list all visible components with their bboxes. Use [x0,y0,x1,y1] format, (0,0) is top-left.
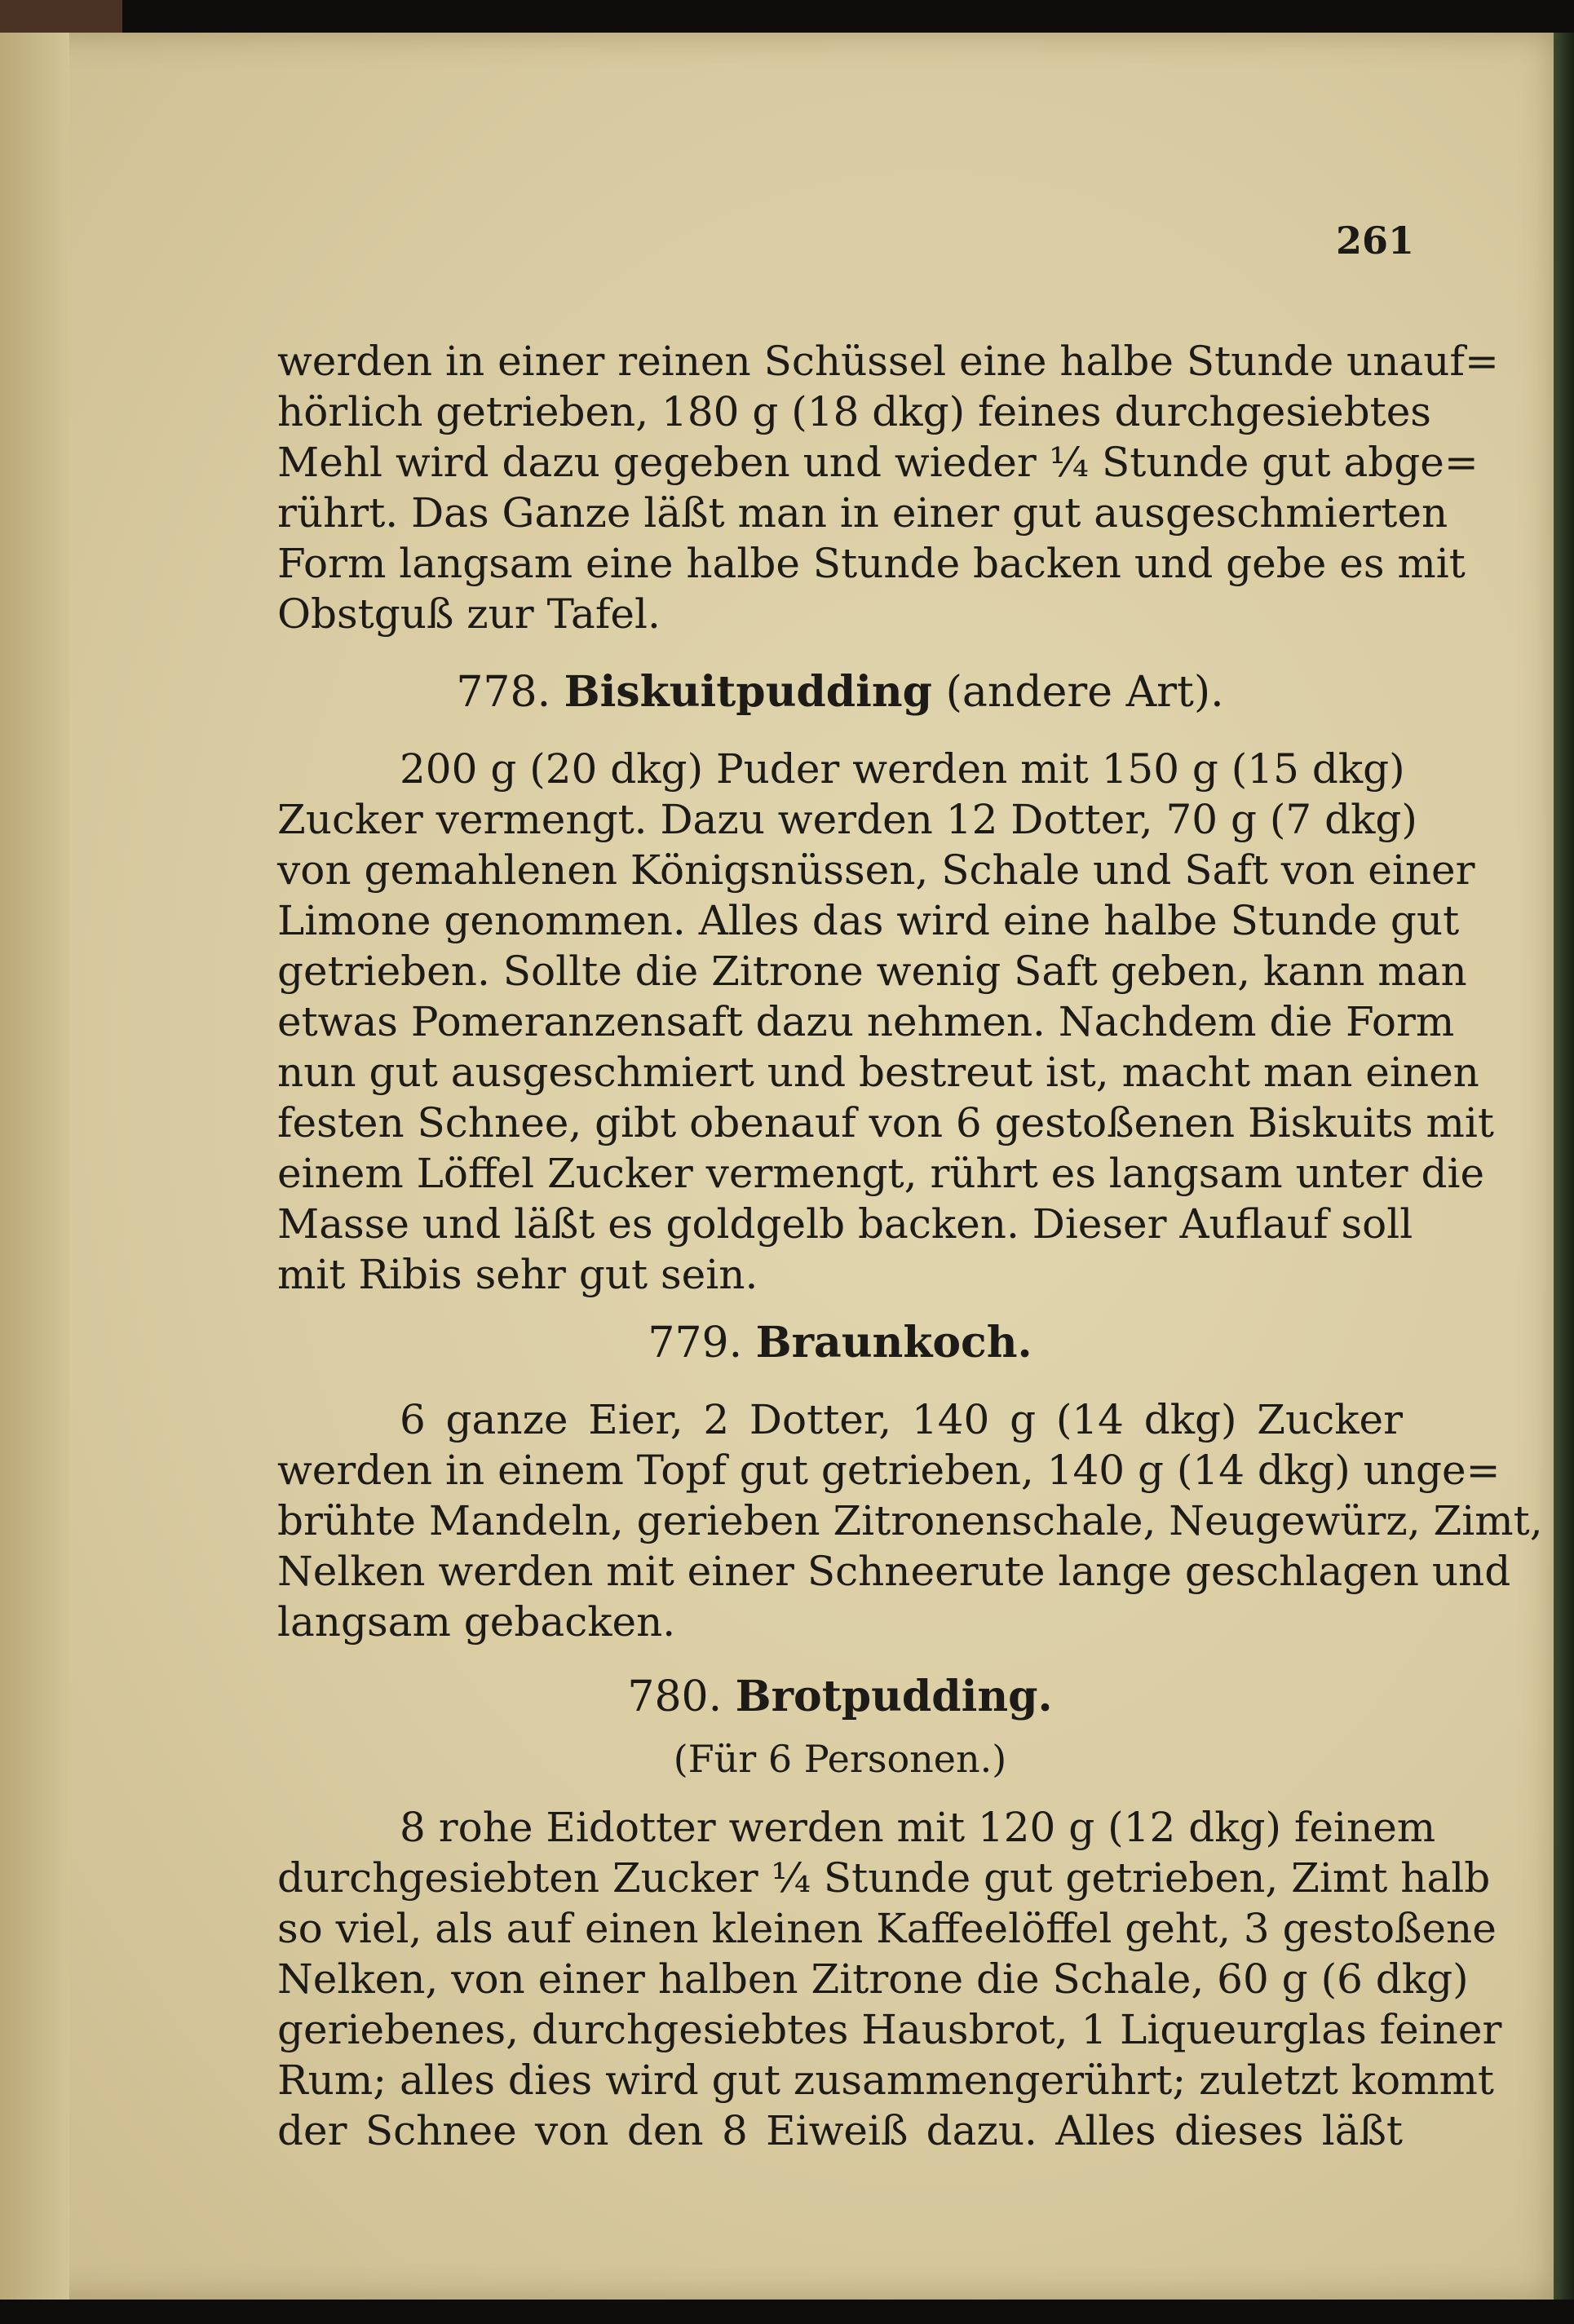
recipe-number: 778. [456,668,551,717]
text-line: Nelken werden mit einer Schneerute lange geschlagen und [277,1548,1511,1595]
text-line: 8 rohe Eidotter werden mit 120 g (12 dkg) feinem [400,1804,1436,1851]
text-line: hörlich getrieben, 180 g (18 dkg) feines durchgesiebtes [277,388,1431,435]
text-line: werden in einer reinen Schüssel eine halbe Stunde unauf= [277,338,1499,385]
recipe-780-subtitle: (Für 6 Personen.) [673,1737,1007,1781]
text-line: Mehl wird dazu gegeben und wieder ¼ Stunde gut abge= [277,439,1479,486]
text-line: Form langsam eine halbe Stunde backen und gebe es mit [277,540,1466,587]
text-line: Nelken, von einer halben Zitrone die Schale, 60 g (6 dkg) [277,1955,1469,2003]
text-line: durchgesiebten Zucker ¼ Stunde gut getrieben, Zimt halb [277,1854,1491,1902]
text-line: werden in einem Topf gut getrieben, 140 g (14 dkg) unge= [277,1447,1501,1494]
page-edge [1554,33,1574,2300]
intro-paragraph [277,336,1499,639]
recipe-780-heading [277,1672,1403,1721]
text-line: von gemahlenen Königsnüssen, Schale und Saft von einer [277,846,1475,894]
page-number: 261 [1336,219,1415,263]
text-line: Zucker vermengt. Dazu werden 12 Dotter, 70 g (7 dkg) [277,796,1417,843]
recipe-title: Braunkoch. [755,1318,1032,1367]
text-line: Masse und läßt es goldgelb backen. Dieser Auflauf soll [277,1200,1413,1248]
text-line: etwas Pomeranzensaft dazu nehmen. Nachdem die Form [277,998,1455,1045]
text-line: 6 ganze Eier, 2 Dotter, 140 g (14 dkg) Zucker [400,1396,1403,1443]
text-line: Limone genommen. Alles das wird eine halbe Stunde gut [277,897,1460,944]
text-line: rührt. Das Ganze läßt man in einer gut ausgeschmierten [277,489,1448,537]
recipe-note: (andere Art). [945,668,1224,717]
text-line: langsam gebacken. [277,1598,676,1646]
recipe-780-body [277,1802,1502,2156]
text-line: Obstguß zur Tafel. [277,590,661,638]
recipe-title: Biskuitpudding [564,667,933,717]
text-line: Rum; alles dies wird gut zusammengerührt; zuletzt kommt [277,2057,1494,2104]
text-line: 200 g (20 dkg) Puder werden mit 150 g (15 dkg) [400,745,1405,793]
recipe-number: 780. [627,1672,723,1721]
text-line: geriebenes, durchgesiebtes Hausbrot, 1 Liqueurglas feiner [277,2006,1502,2053]
text-line: einem Löffel Zucker vermengt, rührt es langsam unter die [277,1150,1485,1197]
recipe-title: Brotpudding. [735,1672,1053,1721]
recipe-779-body [277,1394,1543,1647]
page-gutter [0,33,69,2300]
text-line: nun gut ausgeschmiert und bestreut ist, macht man einen [277,1049,1479,1096]
text-line: brühte Mandeln, gerieben Zitronenschale, Neugewürz, Zimt, [277,1497,1543,1544]
recipe-778-body [277,744,1494,1300]
text-line: mit Ribis sehr gut sein. [277,1251,758,1298]
text-line: so viel, als auf einen kleinen Kaffeelöffel geht, 3 gestoßene [277,1905,1497,1952]
recipe-778-heading [277,667,1403,717]
recipe-779-heading [277,1318,1403,1367]
recipe-number: 779. [648,1319,743,1367]
text-line: getrieben. Sollte die Zitrone wenig Saft geben, kann man [277,948,1467,995]
text-line: der Schnee von den 8 Eiweiß dazu. Alles dieses läßt [277,2107,1403,2154]
text-line: festen Schnee, gibt obenauf von 6 gestoßenen Biskuits mit [277,1099,1494,1147]
